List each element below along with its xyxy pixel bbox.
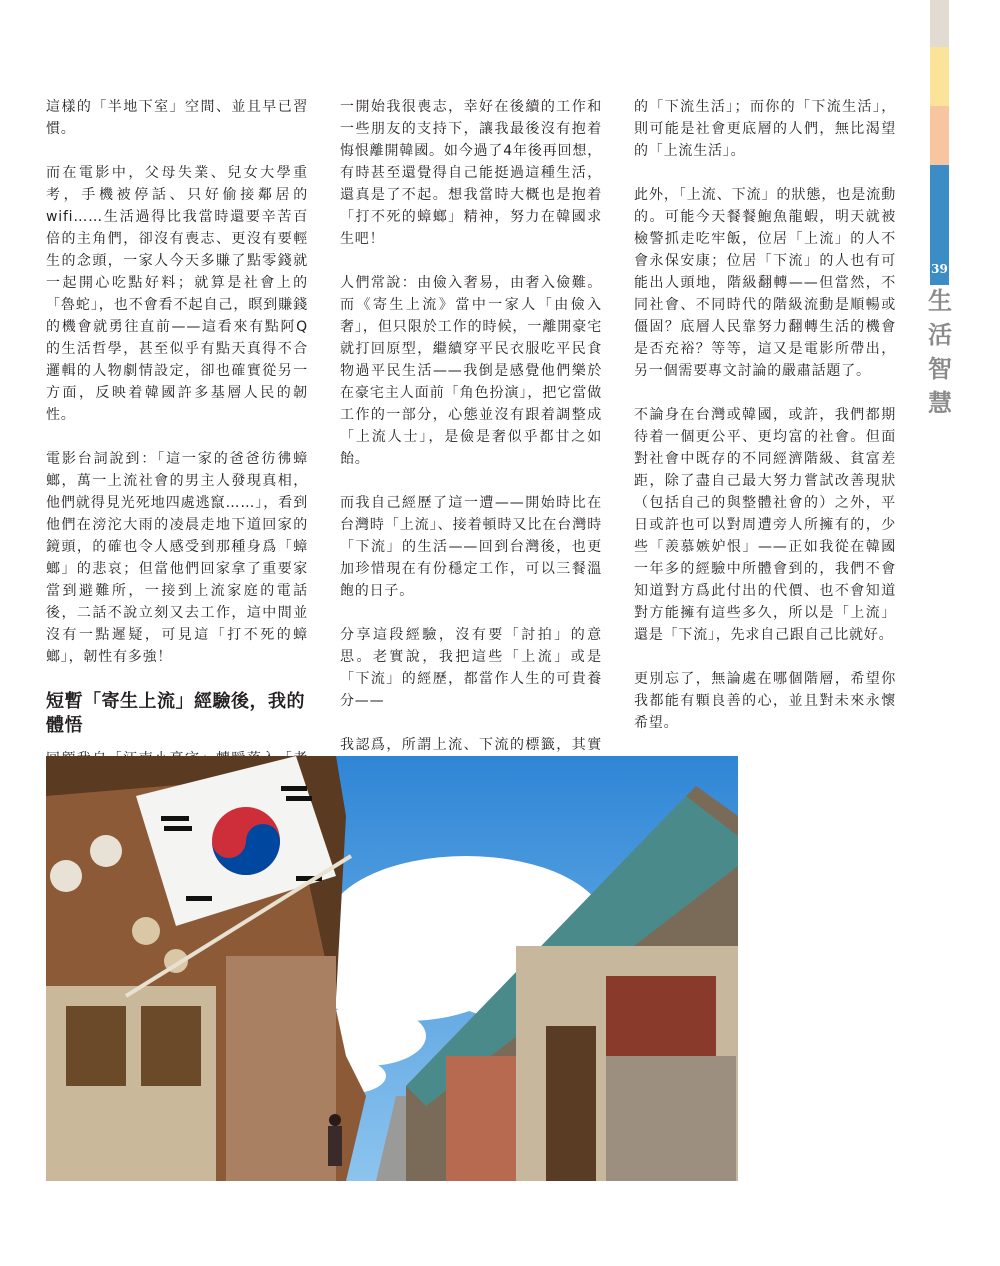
article-paragraph: 而在電影中，父母失業、兒女大學重考，手機被停話、只好偷接鄰居的 wifi……生活過得比我當時還要辛苦百倍的主角們，卻沒有喪志、更沒有要輕生的念頭，一家人今天多賺了點零錢就一起開心吃點好料；就算是社會上的「魯蛇」，也不會看不起自己，瞑到賺錢的機會就勇往直前——這看來有點阿Q的生活哲學，甚至似乎有點天真得不合邏輯的人物劇情設定，卻也確實從另一方面，反映着韓國許多基層人民的韌性。 xyxy=(46,165,308,423)
article-column-1 xyxy=(46,96,308,836)
article-paragraph: 我認爲，所謂上流、下流的標籤，其實 xyxy=(340,737,602,753)
article-paragraph: 這樣的「半地下室」空間、並且早已習慣。 xyxy=(46,99,308,137)
color-tab xyxy=(930,106,949,165)
article-paragraph: 人們常說：由儉入奢易，由奢入儉難。而《寄生上流》當中一家人「由儉入奢」，但只限於工作的時候，一離開豪宅就打回原型，繼續穿平民衣服吃平民食物過平民生活——我倒是感覺他們樂於在豪宅主人面前「角色扮演」，把它當做工作的一部分，心態並沒有跟着調整成「上流人士」，是儉是奢似乎都甘之如飴。 xyxy=(340,275,602,467)
article-column-3 xyxy=(634,96,896,756)
article-paragraph: 分享這段經驗，沒有要「討拍」的意思。老實說，我把這些「上流」或是「下流」的經歷，都當作人生的可貴養分—— xyxy=(340,627,602,709)
article-paragraph: 電影台詞說到：「這一家的爸爸彷彿蟑螂，萬一上流社會的男主人發現真相，他們就得見光死地四處逃竄……」，看到他們在滂沱大雨的凌晨走地下道回家的鏡頭，的確也令人感受到那種身爲「蟑螂」的悲哀；但當他們回家拿了重要家當到避難所，一接到上流家庭的電話後，二話不說立刻又去工作，這中間並沒有一點遲疑，可見這「打不死的蟑螂」，韌性有多強！ xyxy=(46,451,308,665)
section-title-char: 智 xyxy=(928,354,952,383)
article-paragraph: 而我自己經歷了這一遭——開始時比在台灣時「上流」、接着頓時又比在台灣時「下流」的生活——回到台灣後，也更加珍惜現在有份穩定工作，可以三餐溫飽的日子。 xyxy=(340,495,602,599)
article-paragraph: 更別忘了，無論處在哪個階層，希望你我都能有顆良善的心，並且對未來永懷希望。 xyxy=(634,671,896,731)
page-number: 39 xyxy=(931,262,948,276)
section-title xyxy=(927,284,953,420)
color-tab xyxy=(930,0,949,47)
hanok-street-photo xyxy=(46,756,738,1181)
article-paragraph: 的「下流生活」；而你的「下流生活」，則可能是社會更底層的人們，無比渴望的「上流生活」。 xyxy=(634,99,896,159)
article-subheading: 短暫「寄生上流」經驗後，我的體悟 xyxy=(46,691,305,736)
article-paragraph: 一開始我很喪志，幸好在後續的工作和一些朋友的支持下，讓我最後沒有抱着悔恨離開韓國。如今過了4年後再回想，有時甚至還覺得自己能挺過這種生活，還真是了不起。想我當時大概也是抱着「打不死的蟑螂」精神，努力在韓國求生吧！ xyxy=(340,99,602,247)
article-paragraph: 不論身在台灣或韓國，或許，我們都期待着一個更公平、更均富的社會。但面對社會中既存的不同經濟階級、貧富差距，除了盡自己最大努力嘗試改善現狀（包括自己的與整體社會的）之外，平日或許也可以對周遭旁人所擁有的，少些「羨慕嫉妒恨」——正如我從在韓國一年多的經驗中所體會到的，我們不會知道對方爲此付出的代價、也不會知道對方能擁有這些多久，所以是「上流」還是「下流」，先求自己跟自己比就好。 xyxy=(634,407,896,643)
color-tab xyxy=(930,47,949,106)
section-title-char: 活 xyxy=(928,320,952,349)
article-paragraph: 此外，「上流、下流」的狀態，也是流動的。可能今天餐餐鮑魚龍蝦，明天就被檢警抓走吃牢飯，位居「上流」的人不會永保安康；位居「下流」的人也有可能出人頭地，階級翻轉——但當然，不同社會、不同時代的階級流動是順暢或僵固？底層人民靠努力翻轉生活的機會是否充裕？等等，這又是電影所帶出，另一個需要專文討論的嚴肅話題了。 xyxy=(634,187,896,379)
section-title-char: 慧 xyxy=(928,388,952,417)
section-title-char: 生 xyxy=(928,286,952,315)
color-tabs xyxy=(930,0,949,285)
article-column-2 xyxy=(340,96,602,822)
photo-illustration xyxy=(46,756,738,1181)
pedestrian xyxy=(328,1114,342,1166)
